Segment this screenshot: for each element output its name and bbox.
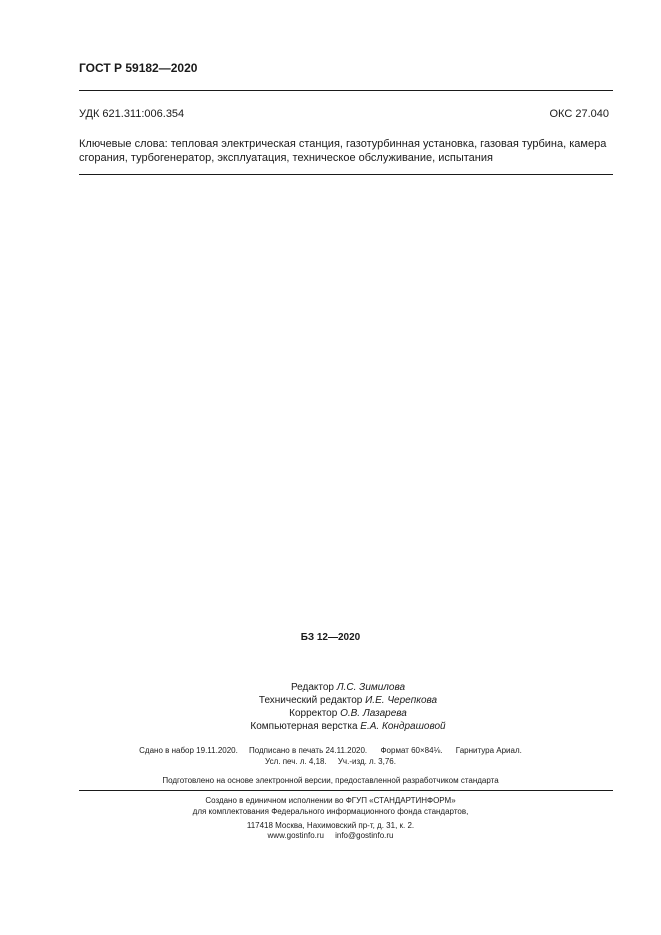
- oks-code: ОКС 27.040: [549, 108, 609, 120]
- credit-role: Технический редактор: [258, 695, 363, 706]
- credit-name: Л.С. Зимилова: [336, 682, 406, 693]
- imprint-line: Усл. печ. л. 4,18. Уч.-изд. л. 3,76.: [265, 757, 396, 766]
- keywords-block: [79, 137, 613, 165]
- credits-block: [238, 681, 458, 733]
- credit-role: Корректор: [289, 708, 338, 719]
- publisher-line: для комплектования Федерального информационного фонда стандартов,: [192, 807, 469, 816]
- prepared-note: Подготовлено на основе электронной версии, предоставленной разработчиком стандарта: [162, 776, 499, 785]
- udk-code: УДК 621.311:006.354: [79, 108, 185, 120]
- publisher-line: Создано в единичном исполнении во ФГУП «СТАНДАРТИНФОРМ»: [205, 796, 456, 805]
- divider-keywords: [79, 174, 613, 175]
- credit-line: [238, 707, 458, 720]
- credit-name: О.В. Лазарева: [340, 708, 407, 719]
- website-link[interactable]: www.gostinfo.ru: [267, 831, 324, 840]
- keywords-line: Ключевые слова: тепловая электрическая станция, газотурбинная установка, газовая турбина, камера: [79, 138, 607, 150]
- divider-top: [79, 90, 613, 91]
- publisher-address: 117418 Москва, Нахимовский пр-т, д. 31, к. 2.: [246, 821, 415, 830]
- bulletin-number: БЗ 12—2020: [300, 632, 361, 643]
- divider-footer: [79, 790, 613, 791]
- standard-code: ГОСТ Р 59182—2020: [79, 61, 198, 75]
- email-link[interactable]: info@gostinfo.ru: [335, 831, 394, 840]
- credit-line: [238, 681, 458, 694]
- imprint-line: Сдано в набор 19.11.2020. Подписано в печать 24.11.2020. Формат 60×84⅛. Гарнитура Ариал.: [139, 746, 522, 755]
- credit-line: [238, 694, 458, 707]
- publisher-contacts: [0, 831, 661, 840]
- credit-line: [238, 720, 458, 733]
- credit-role: Компьютерная верстка: [250, 721, 358, 732]
- credit-role: Редактор: [290, 682, 334, 693]
- credit-name: Е.А. Кондрашовой: [360, 721, 446, 732]
- keywords-line: сгорания, турбогенератор, эксплуатация, техническое обслуживание, испытания: [79, 152, 493, 164]
- credit-name: И.Е. Черепкова: [365, 695, 438, 706]
